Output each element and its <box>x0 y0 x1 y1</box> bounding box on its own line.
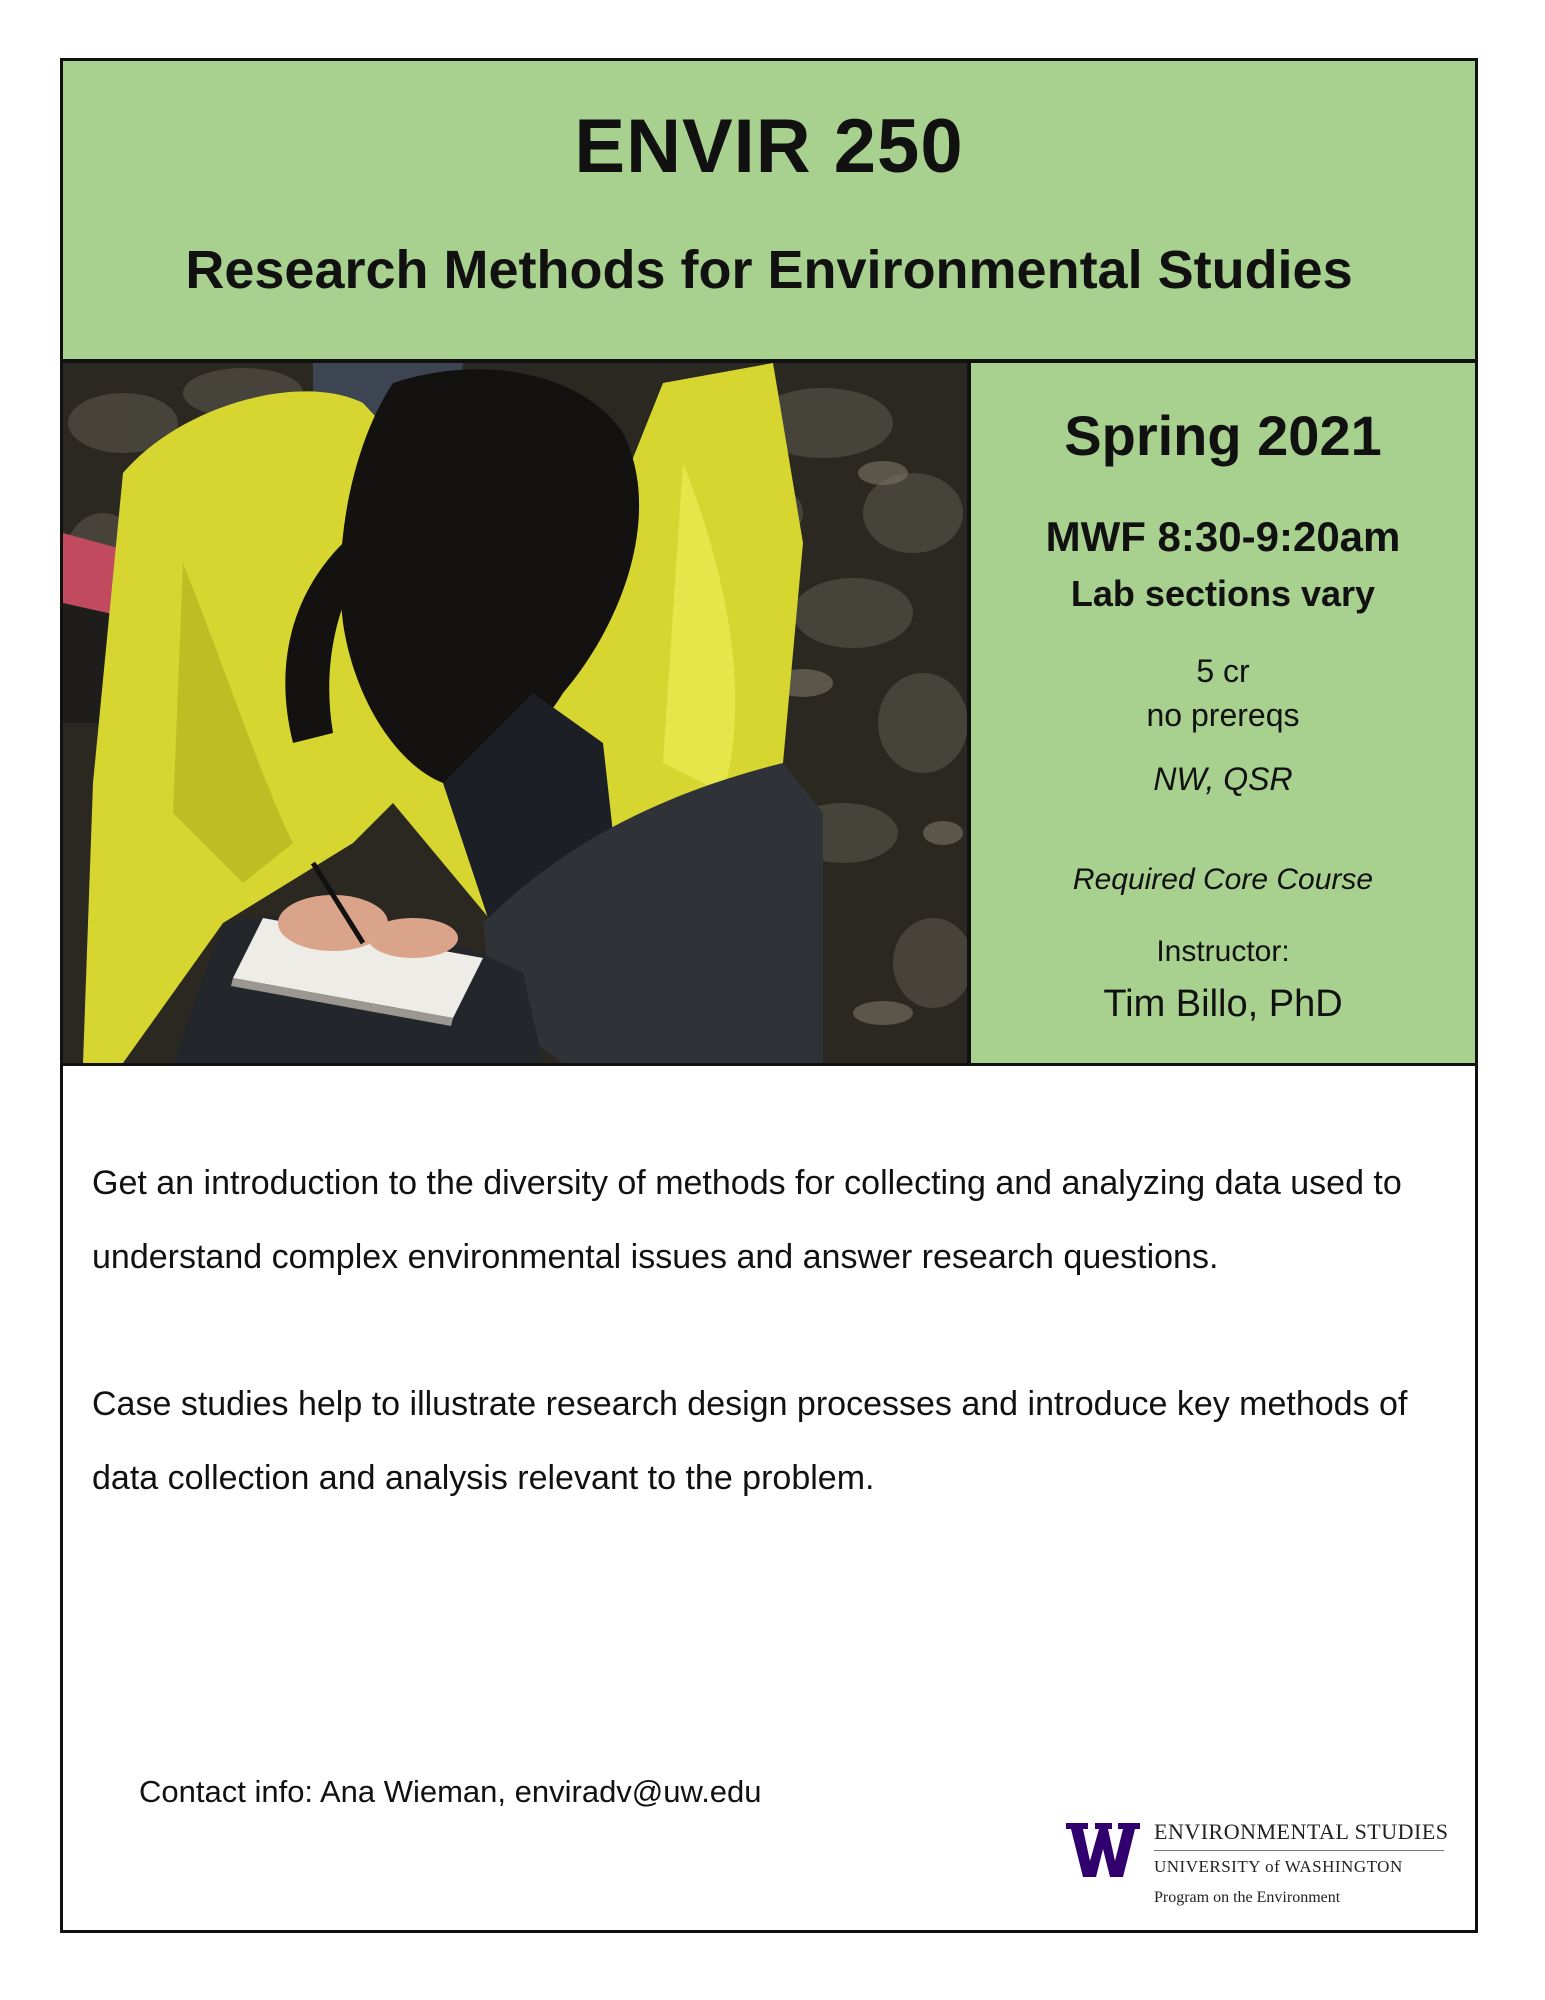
contact-info: Contact info: Ana Wieman, enviradv@uw.edu <box>139 1774 762 1809</box>
gen-ed-designation: NW, QSR <box>1153 761 1293 797</box>
logo-line-program: Program on the Environment <box>1154 1889 1341 1906</box>
term: Spring 2021 <box>1064 404 1382 467</box>
logo-divider <box>1154 1850 1444 1851</box>
lab-sections: Lab sections vary <box>1070 573 1376 614</box>
instructor-name: Tim Billo, PhD <box>1103 983 1343 1025</box>
prerequisites: no prereqs <box>1146 697 1300 733</box>
meeting-time: MWF 8:30-9:20am <box>1045 513 1401 560</box>
course-title: Research Methods for Environmental Studies <box>185 240 1353 300</box>
middle-row <box>63 363 1475 1066</box>
core-course-note: Required Core Course <box>1072 863 1374 896</box>
header-banner <box>63 61 1475 363</box>
logo-line-environmental-studies: ENVIRONMENTAL STUDIES <box>1154 1819 1449 1844</box>
student-field-photo <box>63 363 971 1063</box>
instructor-label: Instructor: <box>1156 935 1290 968</box>
logo-line-university: UNIVERSITY of WASHINGTON <box>1154 1857 1403 1876</box>
description-paragraph-2: Case studies help to illustrate research design processes and introduce key methods of data collection and analysis relevant to the problem. <box>92 1385 1408 1497</box>
credits: 5 cr <box>1196 653 1250 689</box>
course-info-panel <box>971 363 1475 1063</box>
course-code: ENVIR 250 <box>574 104 964 189</box>
uw-environmental-studies-logo <box>1066 1819 1456 1919</box>
description-paragraph-1: Get an introduction to the diversity of methods for collecting and analyzing data used to understand complex environmental issues and answer research questions. <box>92 1164 1402 1276</box>
flyer <box>60 58 1478 1933</box>
uw-w-logo-icon <box>1066 1823 1140 1877</box>
